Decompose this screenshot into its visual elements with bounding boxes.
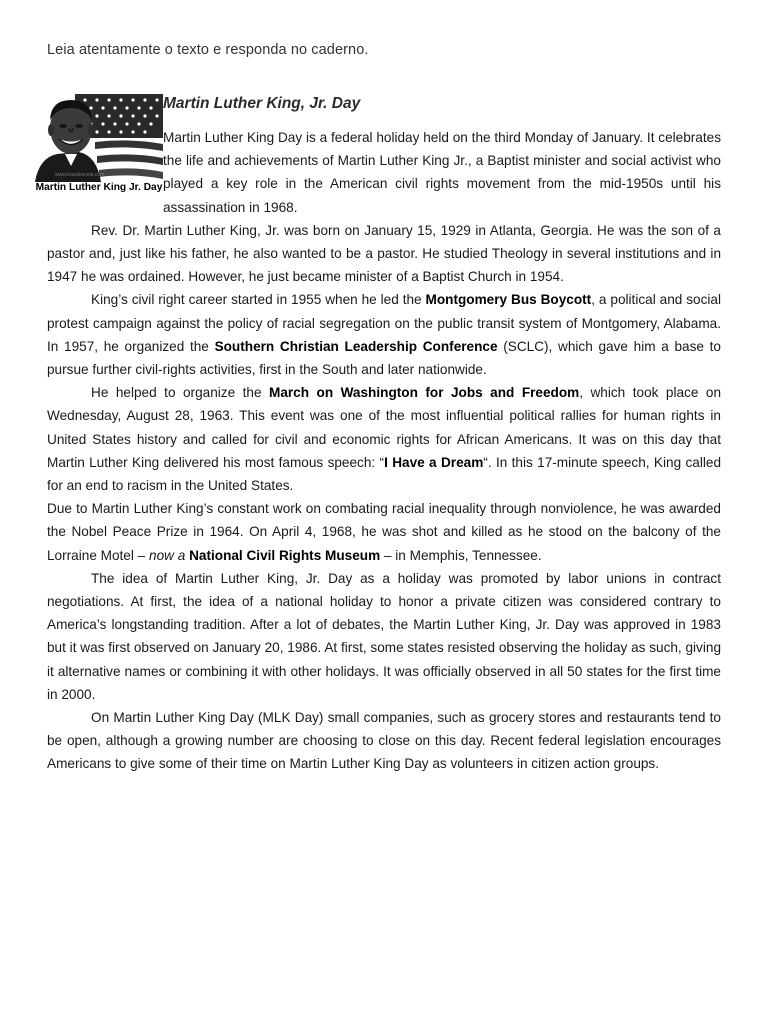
p5-now-a: now a	[149, 547, 186, 563]
watermark-text: www.brasilescola.com	[55, 172, 105, 178]
p3-text-c: , a political and social protest campaign against the policy of racial segregation on the public transit system of Montgomery, Alabama. In 1957, he organized the	[47, 292, 721, 354]
p3-text-e: (SCLC), which gave him a base to pursue further civil-rights activities, first in the South and later nationwide.	[47, 338, 721, 378]
i-have-a-dream: I Have a Dream	[384, 454, 484, 470]
civil-rights-museum: National Civil Rights Museum	[189, 547, 381, 563]
paragraph-1: Martin Luther King Day is a federal holiday held on the third Monday of January. It celebrates the life and achievements of Martin Luther King Jr., a Baptist minister and social activist who played a key role in the American civil rights movement from the mid-1950s until his assassination in 1968.	[163, 130, 721, 215]
montgomery-bus-boycott: Montgomery Bus Boycott	[425, 292, 592, 308]
p4-text-c: , which took place on Wednesday, August 28, 1963. This event was one of the most influential political rallies for human rights in United States history and called for civil and economic rights for African Americans. It was on this day that Martin Luther King delivered his most famous speech: “	[47, 385, 722, 470]
paragraph-6: The idea of Martin Luther King, Jr. Day as a holiday was promoted by labor unions in contract negotiations. At first, the idea of a national holiday to honor a private citizen was considered contrary to America’s longstanding tradition. After a lot of debates, the Martin Luther King, Jr. Day was approved in 1983 but it was first observed on January 20, 1986. At first, some states resisted observing the holiday as such, giving it alternative names or combining it with other holidays. It was officially observed in all 50 states for the first time in 2000.	[47, 570, 721, 702]
article	[47, 90, 721, 776]
image-spacer	[35, 90, 163, 208]
p3-text-a: King’s civil right career started in 1955 when he led the	[91, 292, 426, 308]
p5-text-a: Due to Martin Luther King’s constant work on combating racial inequality through nonviolence, he was awarded the Nobel Peace Prize in 1964. On April 4, 1968, he was shot and killed as he stood on the balcony of the Lorraine Motel –	[47, 501, 721, 563]
march-on-washington: March on Washington for Jobs and Freedom	[269, 385, 580, 401]
p4-text-a: He helped to organize the	[91, 385, 269, 401]
paragraph-7: On Martin Luther King Day (MLK Day) small companies, such as grocery stores and restaurants tend to be open, although a growing number are choosing to close on this day. Recent federal legislation encourages Americans to give some of their time on Martin Luther King Day as volunteers in citizen action groups.	[47, 710, 721, 772]
sclc-name: Southern Christian Leadership Conference	[214, 338, 498, 354]
paragraph-3	[47, 288, 721, 381]
paragraph-4	[47, 381, 721, 497]
image-caption: Martin Luther King Jr. Day	[35, 182, 163, 193]
paragraph-2: Rev. Dr. Martin Luther King, Jr. was born on January 15, 1929 in Atlanta, Georgia. He was the son of a pastor and, just like his father, he also wanted to be a pastor. He studied Theology in several institutions and in 1947 he was ordained. However, he just became minister of a Baptist Church in 1954.	[47, 222, 721, 285]
instruction-text: Leia atentamente o texto e responda no caderno.	[47, 42, 369, 58]
article-title: Martin Luther King, Jr. Day	[163, 95, 361, 112]
p4-text-e: “. In this 17-minute speech, King called for an end to racism in the United States.	[47, 454, 722, 494]
p5-text-d: – in Memphis, Tennessee.	[380, 547, 542, 563]
paragraph-5	[47, 497, 721, 567]
